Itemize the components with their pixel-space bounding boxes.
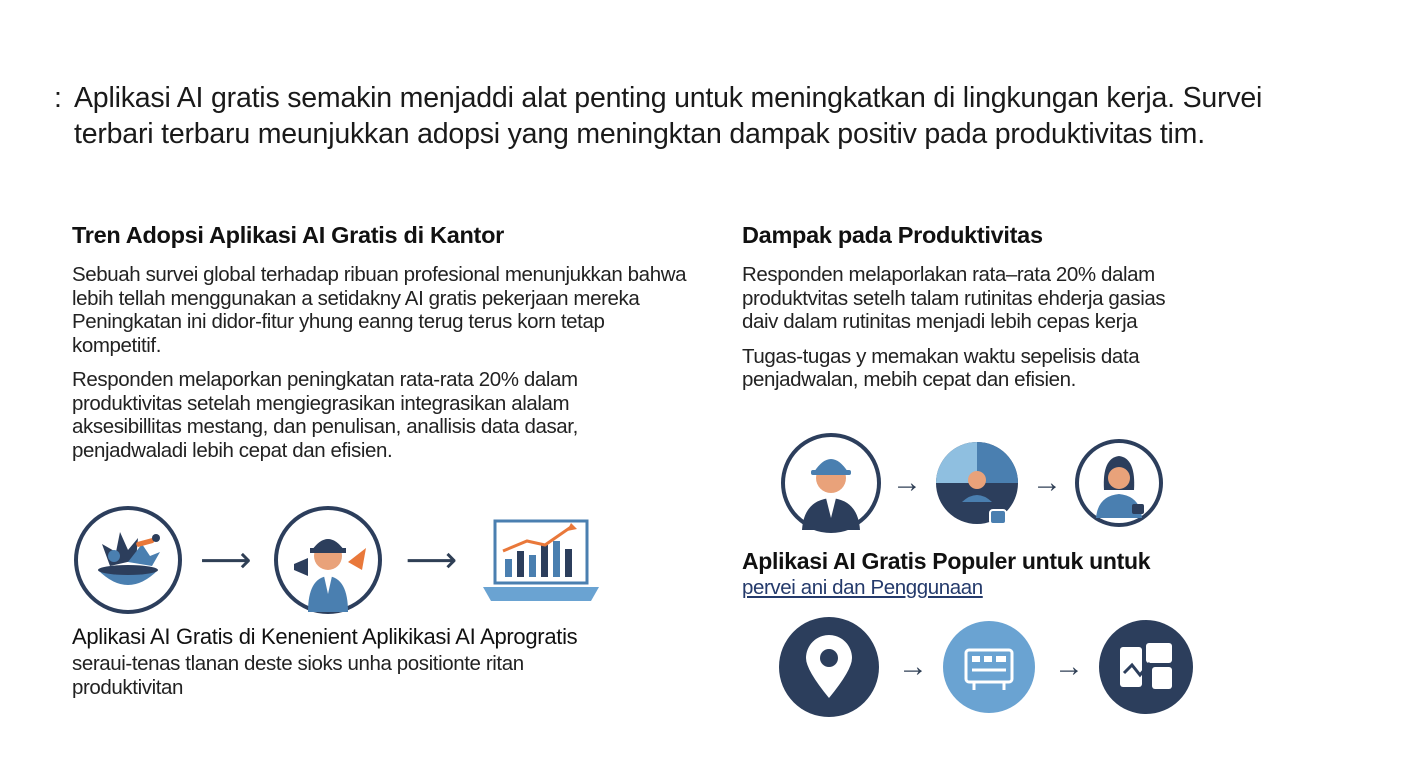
arrow-right-icon: → xyxy=(1054,650,1084,683)
right-paragraph-2 xyxy=(742,345,1342,392)
laptop-chart-icon xyxy=(479,515,603,605)
intro-line-2: terbari terbaru meunjukkan adopsi yang meningktan dampak positiv pada produktivitas tim. xyxy=(74,118,1205,150)
left-paragraph-1 xyxy=(72,263,687,357)
team-pie-icon xyxy=(934,440,1020,526)
right-heading: Dampak pada Produktivitas xyxy=(742,222,1043,248)
left-p1-line: Sebuah survei global terhadap ribuan profesional menunjukkan bahwa xyxy=(72,263,687,286)
right-p1-line: produktvitas setelh talam rutinitas ehderja gasias xyxy=(742,286,1166,310)
right-icon-row-1 xyxy=(780,432,1164,534)
device-board-icon xyxy=(942,620,1036,714)
arrow-right-icon: → xyxy=(892,466,922,499)
left-p2-line: Responden melaporkan peningkatan rata-rata 20% dalam xyxy=(72,368,578,391)
left-caption-title: Aplikasi AI Gratis di Kenenient Aplikikasi AI Aprogratis xyxy=(72,624,578,649)
left-heading: Tren Adopsi Aplikasi AI Gratis di Kantor xyxy=(72,222,504,248)
left-icon-row xyxy=(72,504,603,616)
worker-helmet-icon xyxy=(780,432,882,534)
woman-avatar-icon xyxy=(1074,438,1164,528)
arrow-right-icon: ⟶ xyxy=(200,539,252,580)
right-column xyxy=(742,222,1342,392)
left-paragraph-2 xyxy=(72,368,672,462)
worker-megaphone-icon xyxy=(272,504,384,616)
left-caption-line: produktivitan xyxy=(72,675,184,699)
intro-bullet: : xyxy=(54,82,62,114)
right-p2-line: penjadwalan, mebih cepat dan efisien. xyxy=(742,368,1076,391)
right-section-2-title: Aplikasi AI Gratis Populer untuk untuk xyxy=(742,548,1151,574)
right-p1-line: daiv dalam rutinitas menjadi lebih cepas kerja xyxy=(742,310,1138,333)
right-paragraph-1 xyxy=(742,263,1342,334)
right-section-2-link[interactable]: pervei ani dan Penggunaan xyxy=(742,576,983,599)
right-icon-row-2 xyxy=(778,616,1194,718)
arrow-right-icon: → xyxy=(1032,466,1062,499)
tools-bowl-icon xyxy=(72,504,184,616)
left-p1-line: Peningkatan ini didor-fitur yhung eanng terug terus korn tetap xyxy=(72,310,605,333)
location-pin-icon xyxy=(778,616,880,718)
left-p1-line: kompetitif. xyxy=(72,333,162,357)
left-p2-line: penjadwaladi lebih cepat dan efisien. xyxy=(72,438,393,462)
right-section-2 xyxy=(742,548,1150,600)
arrow-right-icon: ⟶ xyxy=(405,539,458,580)
left-p2-line: produktivitas setelah mengiegrasikan integrasikan alalam xyxy=(72,391,570,415)
left-caption xyxy=(72,624,577,699)
intro-line-1: Aplikasi AI gratis semakin menjaddi alat penting untuk meningkatkan di lingkungan kerja. Survei xyxy=(74,82,1263,114)
left-caption-line: seraui-tenas tlanan deste sioks unha positionte ritan xyxy=(72,652,524,675)
left-p1-line: lebih tellah menggunakan a setidakny AI gratis pekerjaan mereka xyxy=(72,286,640,310)
left-column xyxy=(72,222,687,462)
arrow-right-icon: → xyxy=(898,650,928,683)
chart-panel-icon xyxy=(1098,619,1194,715)
left-p2-line: aksesibillitas mestang, dan penulisan, anallisis data dasar, xyxy=(72,415,578,438)
right-p2-line: Tugas-tugas y memakan waktu sepelisis data xyxy=(742,344,1140,368)
right-p1-line: Responden melaporlakan rata–rata 20% dalam xyxy=(742,263,1155,286)
